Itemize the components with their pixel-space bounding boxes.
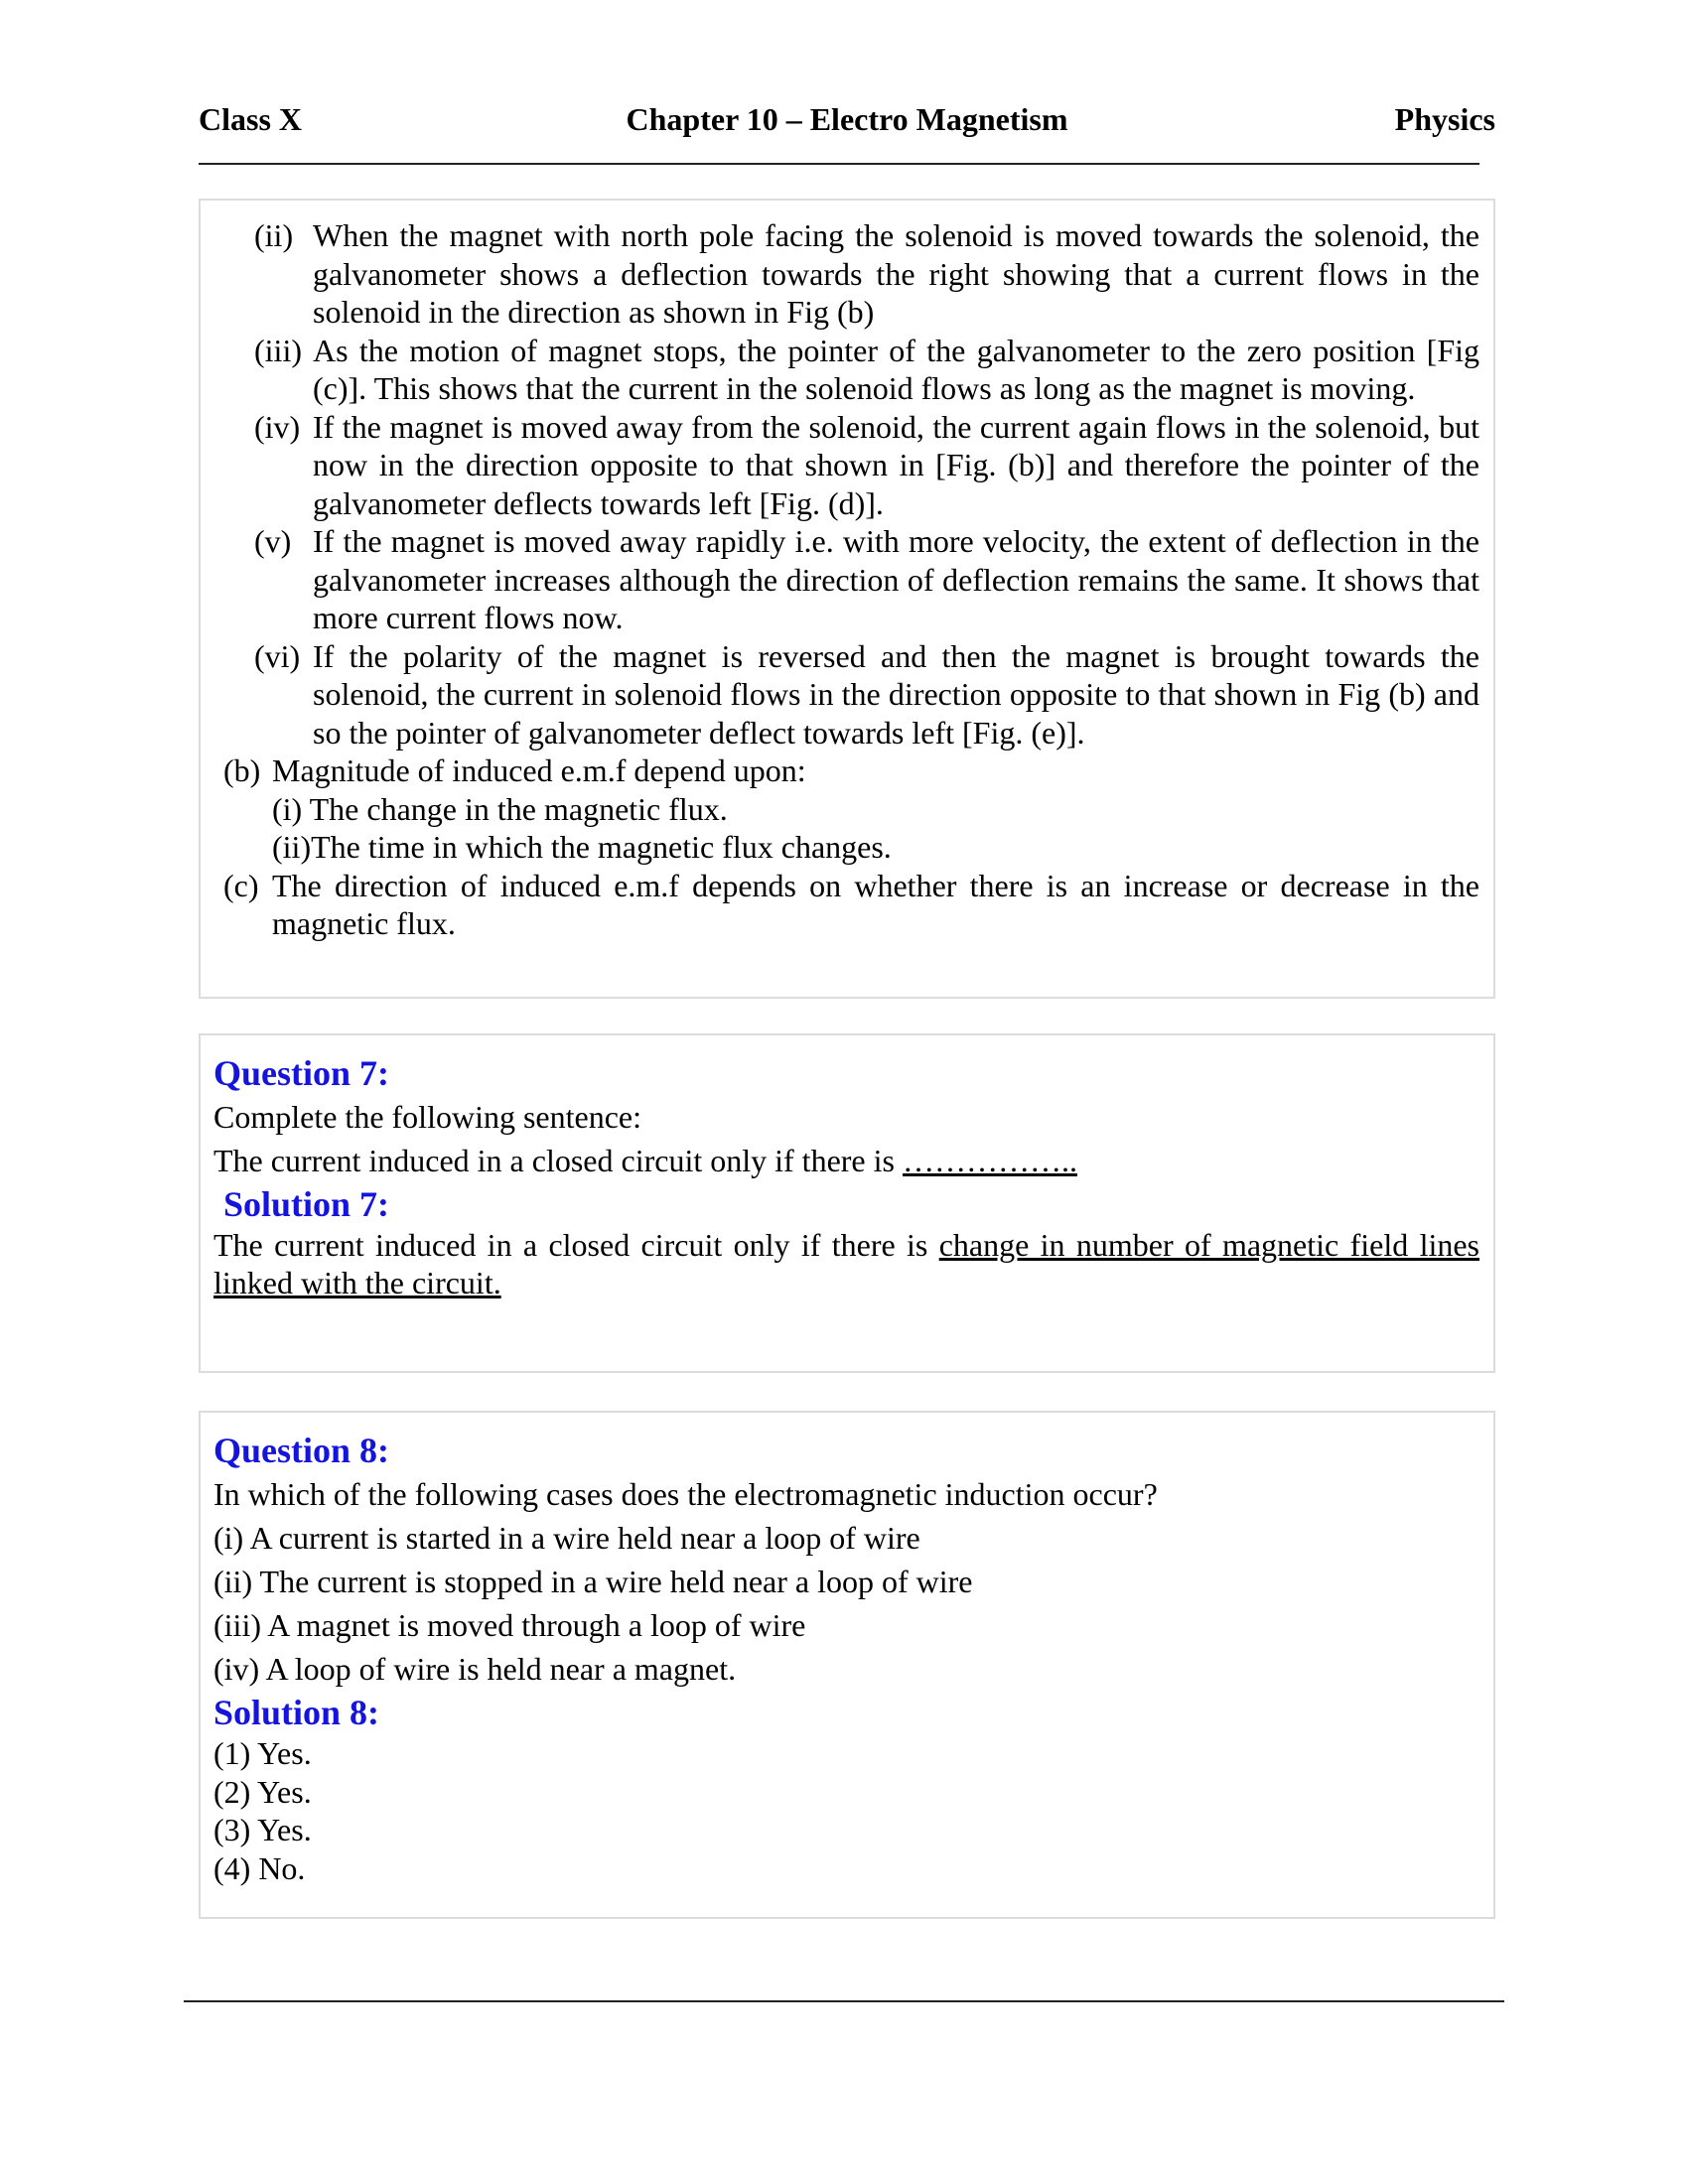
question-8-option: (ii) The current is stopped in a wire held near a loop of wire xyxy=(213,1564,973,1599)
solution-8-answer: (1) Yes. xyxy=(213,1735,312,1771)
item-number: (vi) xyxy=(254,637,301,674)
item-text: If the magnet is moved away rapidly i.e. with more velocity, the extent of deflection in the galvanometer increases although the direction of deflection remains the same. It shows that more current flows now. xyxy=(313,523,1479,635)
header-class: Class X xyxy=(199,101,303,137)
question-8-option: (i) A current is started in a wire held near a loop of wire xyxy=(213,1520,920,1556)
question-8-title: Question 8: xyxy=(213,1431,390,1470)
item-text: Magnitude of induced e.m.f depend upon: xyxy=(272,752,806,788)
list-item xyxy=(201,216,1493,332)
item-number: (c) xyxy=(223,867,259,903)
solution-8-answer: (4) No. xyxy=(213,1849,306,1886)
list-item xyxy=(201,522,1493,637)
item-text: If the polarity of the magnet is reversed and then the magnet is brought towards the solenoid, the current in solenoid flows in the direction opposite to that shown in Fig (b) and so the pointer of galvanometer deflect towards left [Fig. (e)]. xyxy=(313,637,1479,751)
list-item-c xyxy=(201,867,1493,943)
header-rule xyxy=(199,163,1479,165)
solution-7-text xyxy=(213,1226,1479,1301)
item-text: The direction of induced e.m.f depends on whether there is an increase or decrease in the magnetic flux. xyxy=(272,867,1479,941)
item-text: When the magnet with north pole facing the solenoid is moved towards the solenoid, the galvanometer shows a deflection towards the right showing that a current flows in the solenoid in the direction as shown in Fig (b) xyxy=(313,217,1479,330)
solution-8-answer: (2) Yes. xyxy=(213,1773,312,1810)
item-text: If the magnet is moved away from the solenoid, the current again flows in the solenoid, but now in the direction opposite to that shown in [Fig. (b)] and therefore the pointer of the galvanometer deflects towards left [Fig. (d)]. xyxy=(313,408,1479,521)
item-number: (iv) xyxy=(254,408,301,445)
item-text: As the motion of magnet stops, the pointer of the galvanometer to the zero position [Fig (c)]. This shows that the current in the solenoid flows as long as the magnet is moving. xyxy=(313,332,1479,406)
question-8-text: In which of the following cases does the electromagnetic induction occur? xyxy=(213,1476,1158,1512)
question-7-title: Question 7: xyxy=(213,1053,390,1093)
question-7-instruction: Complete the following sentence: xyxy=(213,1099,641,1135)
question-8-box xyxy=(199,1411,1495,1919)
sub-item: (i) The change in the magnetic flux. xyxy=(272,790,728,827)
list-item xyxy=(201,332,1493,408)
item-number: (b) xyxy=(223,752,261,788)
question-7-box xyxy=(199,1033,1495,1373)
list-item-b xyxy=(201,751,1493,790)
list-item xyxy=(201,408,1493,523)
footer-rule xyxy=(184,2000,1504,2002)
list-item xyxy=(201,637,1493,752)
solution-8-answer: (3) Yes. xyxy=(213,1812,312,1847)
question-8-option: (iii) A magnet is moved through a loop of wire xyxy=(213,1607,806,1643)
solution-7-prefix: The current induced in a closed circuit only if there is xyxy=(213,1227,939,1263)
question-7-sentence-text: The current induced in a closed circuit only if there is xyxy=(213,1143,903,1178)
item-number: (v) xyxy=(254,523,292,559)
question-7-sentence xyxy=(213,1139,1479,1182)
solution-continuation-box xyxy=(199,199,1495,999)
sub-item: (ii)The time in which the magnetic flux changes. xyxy=(272,829,892,865)
item-number: (iii) xyxy=(254,332,302,368)
solution-8-title: Solution 8: xyxy=(213,1693,380,1732)
question-8-option: (iv) A loop of wire is held near a magnet. xyxy=(213,1651,737,1687)
solution-7-title: Solution 7: xyxy=(223,1184,390,1224)
question-7-blank: …………….. xyxy=(902,1143,1077,1178)
header-chapter-title: Chapter 10 – Electro Magnetism xyxy=(626,101,1068,137)
header-subject: Physics xyxy=(1394,101,1495,137)
procedure-list xyxy=(201,216,1493,943)
page-header xyxy=(199,95,1495,143)
item-number: (ii) xyxy=(254,217,294,253)
solution-7-answer: change in number of magnetic field lines linked with the circuit. xyxy=(213,1227,1480,1300)
